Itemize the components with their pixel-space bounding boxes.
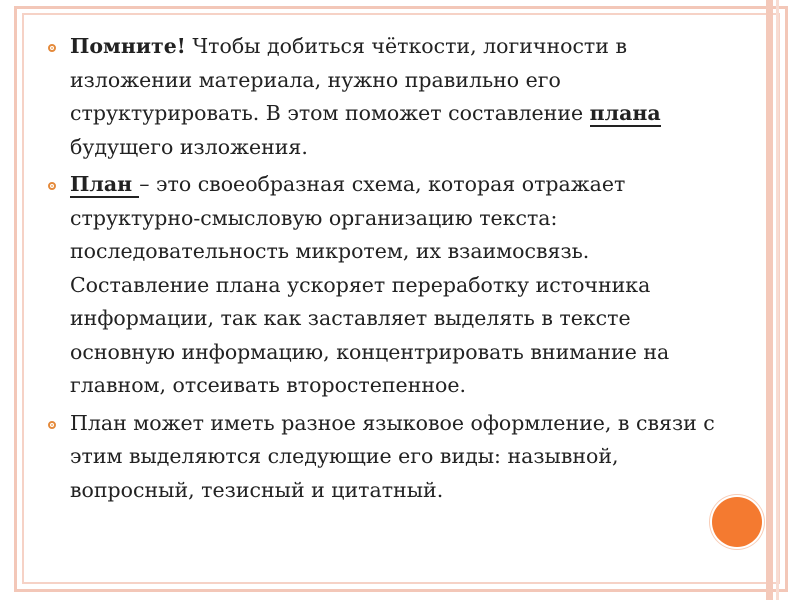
slide-content	[70, 30, 730, 511]
bullet-icon	[48, 182, 56, 190]
plan-types-text: План может иметь разное языковое оформление, в связи с этим выделяются следующие его виды: назывной, вопросный, тезисный и цитатный.	[70, 410, 715, 502]
plan-term: План	[70, 172, 140, 196]
bullet-icon	[48, 421, 56, 429]
remember-text-end: будущего изложения.	[70, 134, 308, 159]
bullet-icon	[48, 44, 56, 52]
bullet-item-plan-types	[70, 407, 730, 508]
decorative-side-bar-thin	[776, 0, 779, 600]
remember-label: Помните!	[70, 34, 186, 58]
plan-definition-text: – это своеобразная схема, которая отражает структурно-смысловую организацию текста: последовательность микротем, их взаимосвязь. Составление плана ускоряет переработку источника информации, так как заставляет выделять в тексте основную информацию, концентрировать внимание на главном, отсеивать второстепенное.	[70, 172, 670, 397]
bullet-item-plan-definition	[70, 168, 730, 403]
decorative-orange-circle	[712, 497, 762, 547]
plan-underlined-word: плана	[589, 101, 661, 125]
remember-text: Чтобы добиться чёткости, логичности в изложении материала, нужно правильно его структурировать. В этом поможет составление	[70, 34, 627, 125]
decorative-side-bar	[766, 0, 773, 600]
bullet-item-remember	[70, 30, 730, 164]
